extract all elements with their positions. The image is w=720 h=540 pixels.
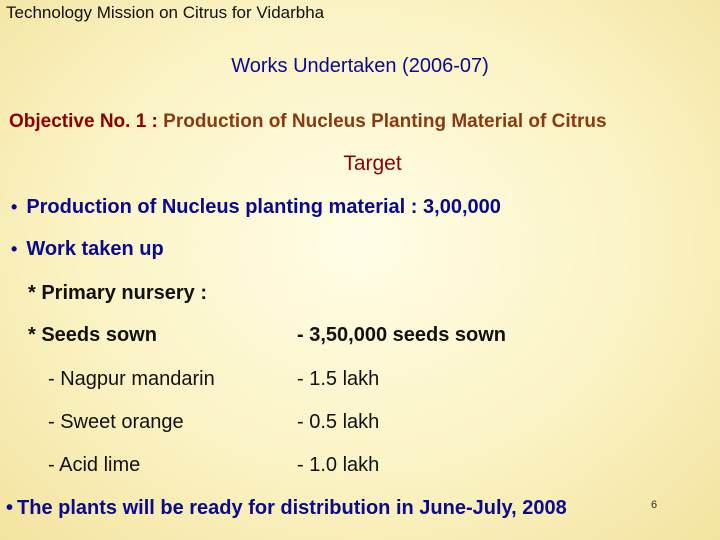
slide-header: Technology Mission on Citrus for Vidarbha: [6, 3, 325, 22]
row-value-sweet-orange: - 0.5 lakh: [297, 411, 380, 433]
bullet-icon: •: [11, 197, 18, 217]
bullet-text: Work taken up: [26, 238, 164, 260]
target-heading: Target: [343, 152, 402, 175]
objective-line: [9, 111, 607, 133]
bullet-item: [11, 238, 164, 261]
page-number: 6: [651, 499, 658, 511]
primary-nursery-label: * Primary nursery :: [28, 282, 207, 304]
bullet-icon: •: [11, 239, 18, 259]
slide-title: Works Undertaken (2006-07): [231, 55, 489, 77]
bullet-icon: •: [6, 497, 14, 519]
row-value-nagpur-mandarin: - 1.5 lakh: [297, 368, 380, 390]
footer-note-text: The plants will be ready for distribution in June-July, 2008: [17, 497, 567, 519]
row-value-acid-lime: - 1.0 lakh: [297, 454, 380, 476]
row-label-seeds-sown: * Seeds sown: [28, 324, 157, 346]
objective-text: Production of Nucleus Planting Material of Citrus: [163, 111, 607, 132]
objective-label: Objective No. 1 :: [9, 111, 164, 132]
row-label-sweet-orange: - Sweet orange: [48, 411, 184, 433]
bullet-item: [11, 196, 501, 219]
row-label-nagpur-mandarin: - Nagpur mandarin: [48, 368, 215, 390]
bullet-text: Production of Nucleus planting material : 3,00,000: [26, 196, 501, 218]
row-label-acid-lime: - Acid lime: [48, 454, 141, 476]
footer-note: [6, 497, 567, 520]
row-value-seeds-sown: - 3,50,000 seeds sown: [297, 324, 507, 346]
